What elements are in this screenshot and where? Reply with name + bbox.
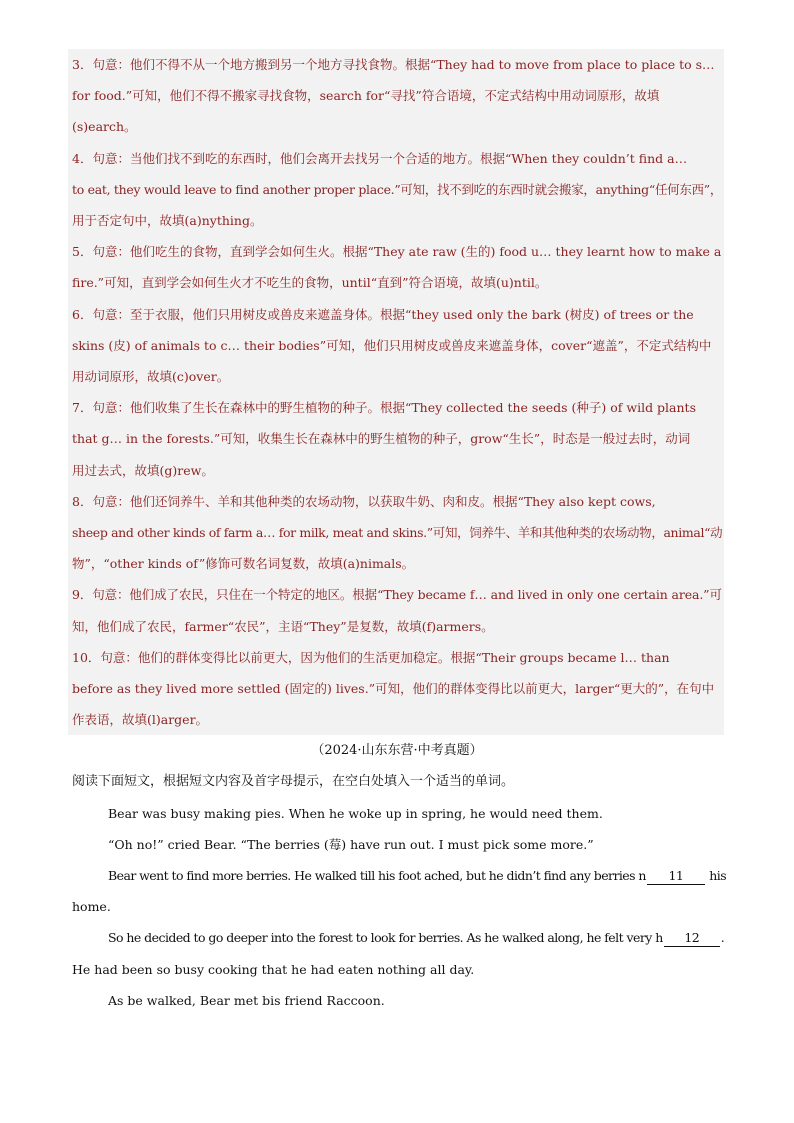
answer-8-line: 8．句意：他们还饲养牛、羊和其他种类的农场动物，以获取牛奶、肉和皮。根据“They also kept cows, [72,493,656,509]
answer-5-line: fire.”可知，直到学会如何生火才不吃生的食物，until“直到”符合语境，故填(u)ntil。 [72,275,548,291]
source-heading: （2024·山东东营·中考真题） [311,743,483,758]
answer-8-line: sheep and other kinds of farm a… for milk, meat and skins.”可知，饲养牛、羊和其他种类的农场动物，animal“动 [72,525,723,540]
answer-10-line: before as they lived more settled (固定的) lives.”可知，他们的群体变得比以前更大，larger“更大的”，在句中 [72,681,715,696]
passage-paragraph-5: As be walked, Bear met bis friend Raccoon. [108,993,385,1008]
passage-text: his [705,868,727,883]
answer-7-line: that g… in the forests.”可知，收集生长在森林中的野生植物的种子，grow“生长”，时态是一般过去时，动词 [72,431,691,447]
passage-paragraph-3-line-1 [108,866,726,886]
answer-4-line: 4．句意：当他们找不到吃的东西时，他们会离开去找另一个合适的地方。根据“When they couldn’t find a… [72,150,688,166]
passage-paragraph-4-line-1 [108,928,724,948]
answer-4-line: 用于否定句中，故填(a)nything。 [72,213,263,228]
blank-11[interactable]: 11 [647,867,705,885]
answer-7-line: 用过去式，故填(g)rew。 [72,462,214,478]
answer-3-line: (s)earch。 [72,119,137,135]
answer-9-line: 9．句意：他们成了农民，只住在一个特定的地区。根据“They became f… and lived in only one certain area.”可 [72,587,722,603]
answer-3-line: for food.”可知，他们不得不搬家寻找食物，search for“寻找”符合语境，不定式结构中用动词原形，故填 [72,88,660,104]
passage-text: So he decided to go deeper into the forest to look for berries. As he walked along, he felt very h [108,930,663,945]
answer-5-line: 5．句意：他们吃生的食物，直到学会如何生火。根据“They ate raw (生的) food u… they learnt how to make a [72,244,722,260]
answer-6-line: 6．句意：至于衣服，他们只用树皮或兽皮来遮盖身体。根据“they used only the bark (树皮) of trees or the [72,306,694,322]
instruction-text: 阅读下面短文，根据短文内容及首字母提示，在空白处填入一个适当的单词。 [72,774,515,789]
passage-paragraph-2: “Oh no!” cried Bear. “The berries (莓) have run out. I must pick some more.” [108,837,594,852]
blank-12[interactable]: 12 [664,929,720,947]
answer-7-line: 7．句意：他们收集了生长在森林中的野生植物的种子。根据“They collected the seeds (种子) of wild plants [72,400,696,416]
answer-9-line: 知，他们成了农民，farmer“农民”，主语“They”是复数，故填(f)armers。 [72,618,494,634]
answer-10-line: 10．句意：他们的群体变得比以前更大，因为他们的生活更加稳定。根据“Their groups became l… than [72,649,670,665]
passage-paragraph-4-line-2: He had been so busy cooking that he had eaten nothing all day. [72,962,475,977]
passage-text: . [720,930,725,945]
passage-paragraph-1: Bear was busy making pies. When he woke up in spring, he would need them. [108,806,603,821]
answer-6-line: 用动词原形，故填(c)over。 [72,369,230,384]
answer-3-line: 3．句意：他们不得不从一个地方搬到另一个地方寻找食物。根据“They had to move from place to place to s… [72,57,715,72]
passage-paragraph-3-line-2: home. [72,899,111,914]
answer-6-line: skins (皮) of animals to c… their bodies”可知，他们只用树皮或兽皮来遮盖身体，cover“遮盖”，不定式结构中 [72,337,712,353]
answer-4-line: to eat, they would leave to find another proper place.”可知，找不到吃的东西时就会搬家，anything“任何东西”， [72,181,723,197]
passage-text: Bear went to find more berries. He walked till his foot ached, but he didn’t find any berries n [108,868,646,883]
answer-8-line: 物”，“other kinds of”修饰可数名词复数，故填(a)nimals。 [72,556,415,572]
answer-10-line: 作表语，故填(l)arger。 [72,712,209,728]
